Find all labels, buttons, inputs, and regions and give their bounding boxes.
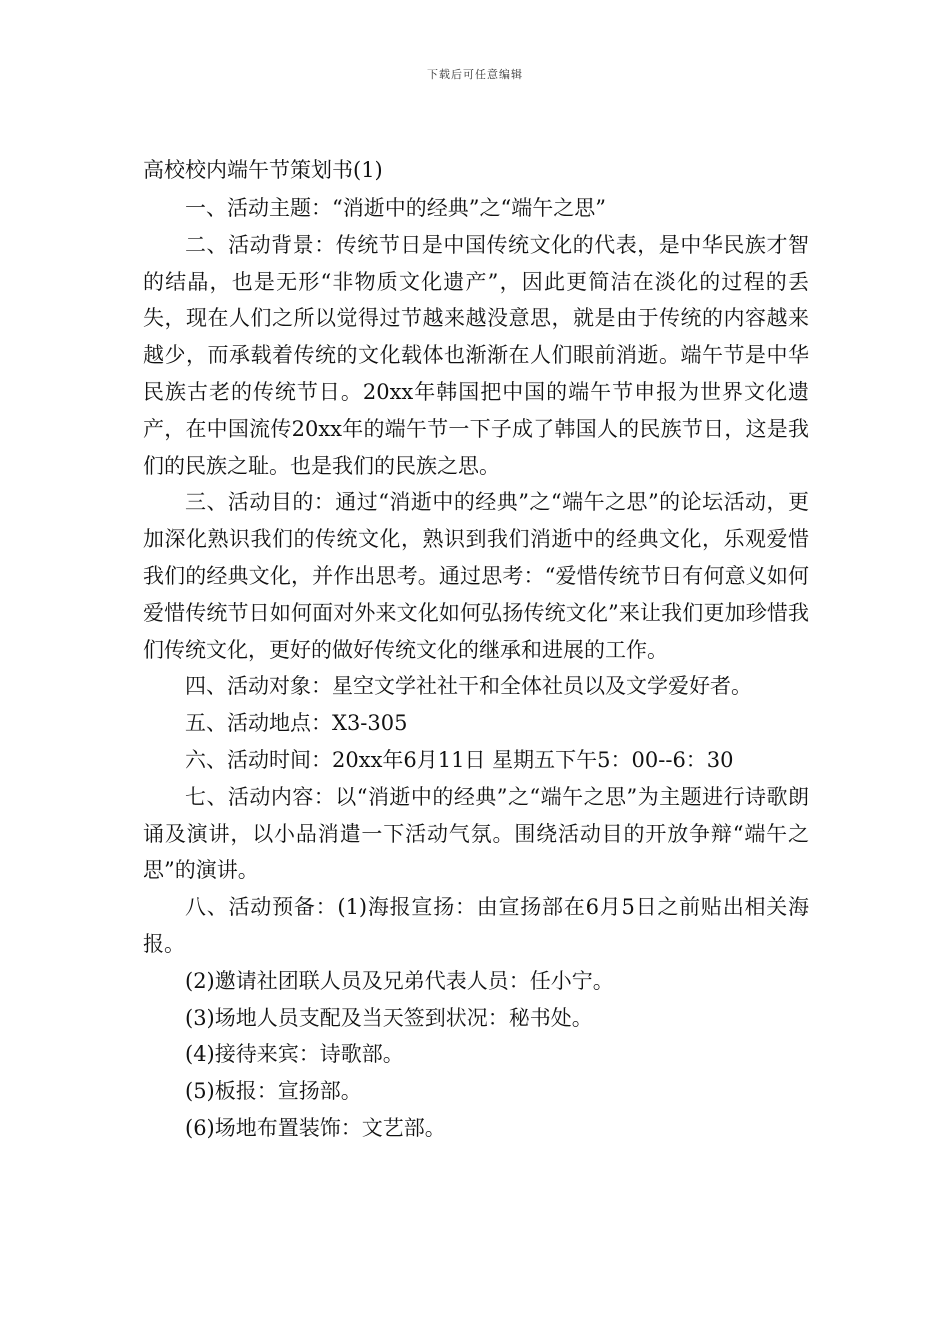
paragraph-prep-venue-staff: (3)场地人员支配及当天签到状况：秘书处。 [185, 1005, 593, 1030]
paragraph-content: 七、活动内容：以“消逝中的经典”之“端午之思”为主题进行诗歌朗诵及演讲，以小品消遣一下活动气氛。围绕活动目的开放争辩“端午之思”的演讲。 [143, 784, 809, 883]
paragraph-purpose: 三、活动目的：通过“消逝中的经典”之“端午之思”的论坛活动，更加深化熟识我们的传统文化，熟识到我们消逝中的经典文化，乐观爱惜我们的经典文化，并作出思考。通过思考：“爱惜传统节日有何意义如何爱惜传统节日如何面对外来文化如何弘扬传统文化”来让我们更加珍惜我们传统文化，更好的做好传统文化的继承和进展的工作。 [143, 490, 809, 662]
paragraph-preparation: 八、活动预备：(1)海报宣扬：由宣扬部在6月5日之前贴出相关海报。 [143, 895, 809, 956]
paragraph-background: 二、活动背景：传统节日是中国传统文化的代表，是中华民族才智的结晶，也是无形“非物质文化遗产”，因此更简洁在淡化的过程的丢失，现在人们之所以觉得过节越来越没意思，就是由于传统的内容越来越少，而承载着传统的文化载体也渐渐在人们眼前消逝。端午节是中华民族古老的传统节日。20xx年韩国把中国的端午节申报为世界文化遗产，在中国流传20xx年的端午节一下子成了韩国人的民族节日，这是我们的民族之耻。也是我们的民族之思。 [143, 232, 809, 478]
paragraph-time: 六、活动时间：20xx年6月11日 星期五下午5：00--6：30 [185, 747, 734, 772]
paragraph-location: 五、活动地点：X3-305 [185, 711, 408, 736]
paragraph-audience: 四、活动对象：星空文学社社干和全体社员以及文学爱好者。 [185, 674, 752, 699]
paragraph-theme: 一、活动主题：“消逝中的经典”之“端午之思” [185, 196, 606, 220]
document-title: 高校校内端午节策划书(1) [143, 158, 383, 182]
document-body [143, 152, 809, 1147]
paragraph-prep-invite: (2)邀请社团联人员及兄弟代表人员：任小宁。 [185, 968, 614, 993]
paragraph-prep-reception: (4)接待来宾：诗歌部。 [185, 1042, 404, 1067]
paragraph-prep-board: (5)板报：宣扬部。 [185, 1079, 362, 1104]
page-header: 下载后可任意编辑 [427, 68, 523, 81]
paragraph-prep-decoration: (6)场地布置装饰：文艺部。 [185, 1115, 446, 1140]
